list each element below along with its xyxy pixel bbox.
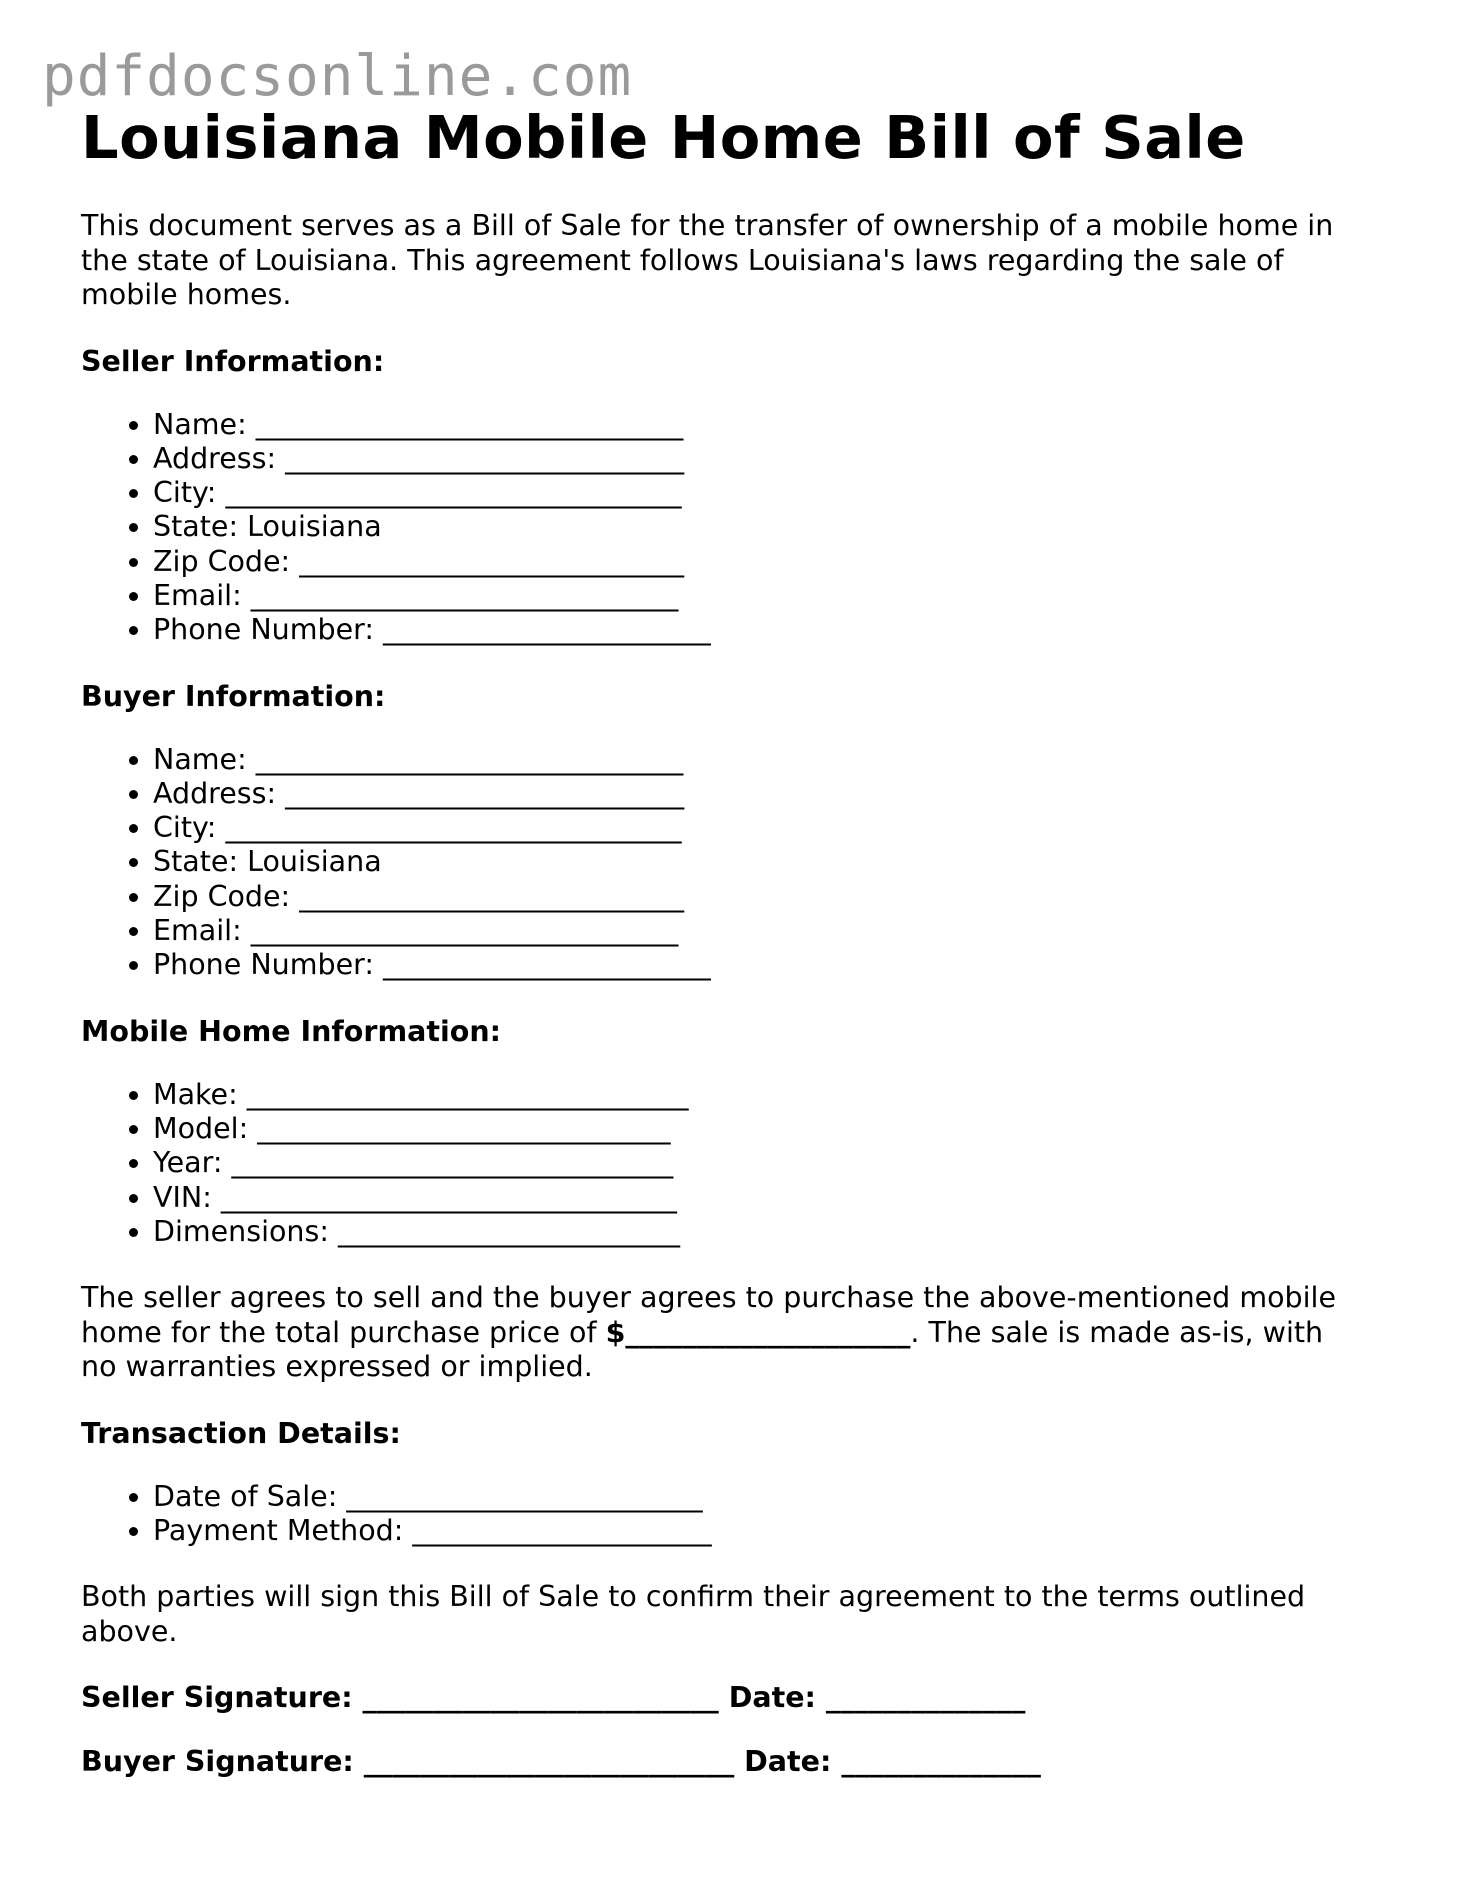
intro-line: mobile homes. bbox=[81, 278, 292, 311]
price-text: home for the total purchase price of bbox=[81, 1315, 606, 1349]
payment-method-field[interactable]: • Payment Method: _____________________ bbox=[153, 1514, 1411, 1548]
seller-fields-list bbox=[81, 408, 1411, 648]
make-field[interactable]: • Make: _______________________________ bbox=[153, 1078, 1411, 1112]
price-line: no warranties expressed or implied. bbox=[81, 1350, 593, 1384]
price-line bbox=[81, 1316, 1323, 1349]
buyer-heading: Buyer Information: bbox=[81, 679, 386, 713]
seller-phone-field[interactable]: • Phone Number: _______________________ bbox=[153, 613, 1411, 647]
price-line: The seller agrees to sell and the buyer agrees to purchase the above-mentioned mobile bbox=[81, 1281, 1336, 1315]
intro-line: This document serves as a Bill of Sale for the transfer of ownership of a mobile home in bbox=[81, 209, 1334, 242]
buyer-address-field[interactable]: • Address: ____________________________ bbox=[153, 777, 1411, 811]
watermark: pdfdocsonline.com bbox=[42, 44, 633, 109]
seller-email-field[interactable]: • Email: ______________________________ bbox=[153, 579, 1411, 613]
closing-line: above. bbox=[81, 1614, 178, 1648]
seller-state-field: • State: Louisiana bbox=[153, 510, 1411, 544]
purchase-price-field[interactable]: $____________________ bbox=[605, 1315, 911, 1349]
buyer-name-field[interactable]: • Name: ______________________________ bbox=[153, 743, 1411, 777]
closing-line: Both parties will sign this Bill of Sale to confirm their agreement to the terms outlined bbox=[81, 1580, 1306, 1614]
price-text: . The sale is made as-is, with bbox=[910, 1315, 1324, 1349]
buyer-signature-line[interactable]: Buyer Signature: __________________________ Date: ______________ bbox=[81, 1745, 1041, 1779]
document-body bbox=[81, 98, 1411, 1779]
buyer-zip-field[interactable]: • Zip Code: ___________________________ bbox=[153, 880, 1411, 914]
dimensions-field[interactable]: • Dimensions: ________________________ bbox=[153, 1215, 1411, 1249]
buyer-fields-list bbox=[81, 743, 1411, 983]
intro-paragraph bbox=[81, 209, 1411, 313]
buyer-city-field[interactable]: • City: ________________________________ bbox=[153, 811, 1411, 845]
price-paragraph bbox=[81, 1281, 1411, 1385]
intro-line: the state of Louisiana. This agreement follows Louisiana's laws regarding the sale of bbox=[81, 243, 1284, 277]
closing-paragraph bbox=[81, 1580, 1411, 1649]
seller-address-field[interactable]: • Address: ____________________________ bbox=[153, 442, 1411, 476]
seller-zip-field[interactable]: • Zip Code: ___________________________ bbox=[153, 545, 1411, 579]
buyer-email-field[interactable]: • Email: ______________________________ bbox=[153, 914, 1411, 948]
seller-heading: Seller Information: bbox=[81, 344, 385, 378]
seller-name-field[interactable]: • Name: ______________________________ bbox=[153, 408, 1411, 442]
model-field[interactable]: • Model: _____________________________ bbox=[153, 1112, 1411, 1146]
year-field[interactable]: • Year: _______________________________ bbox=[153, 1146, 1411, 1180]
vin-field[interactable]: • VIN: ________________________________ bbox=[153, 1181, 1411, 1215]
transaction-heading: Transaction Details: bbox=[81, 1416, 401, 1450]
seller-city-field[interactable]: • City: ________________________________ bbox=[153, 476, 1411, 510]
date-of-sale-field[interactable]: • Date of Sale: _________________________ bbox=[153, 1480, 1411, 1514]
document-title: Louisiana Mobile Home Bill of Sale bbox=[81, 103, 1246, 172]
mobile-home-heading: Mobile Home Information: bbox=[81, 1014, 502, 1048]
transaction-fields-list bbox=[81, 1480, 1411, 1549]
mobile-home-fields-list bbox=[81, 1078, 1411, 1249]
buyer-state-field: • State: Louisiana bbox=[153, 845, 1411, 879]
buyer-phone-field[interactable]: • Phone Number: _______________________ bbox=[153, 948, 1411, 982]
seller-signature-line[interactable]: Seller Signature: _________________________ Date: ______________ bbox=[81, 1681, 1026, 1715]
